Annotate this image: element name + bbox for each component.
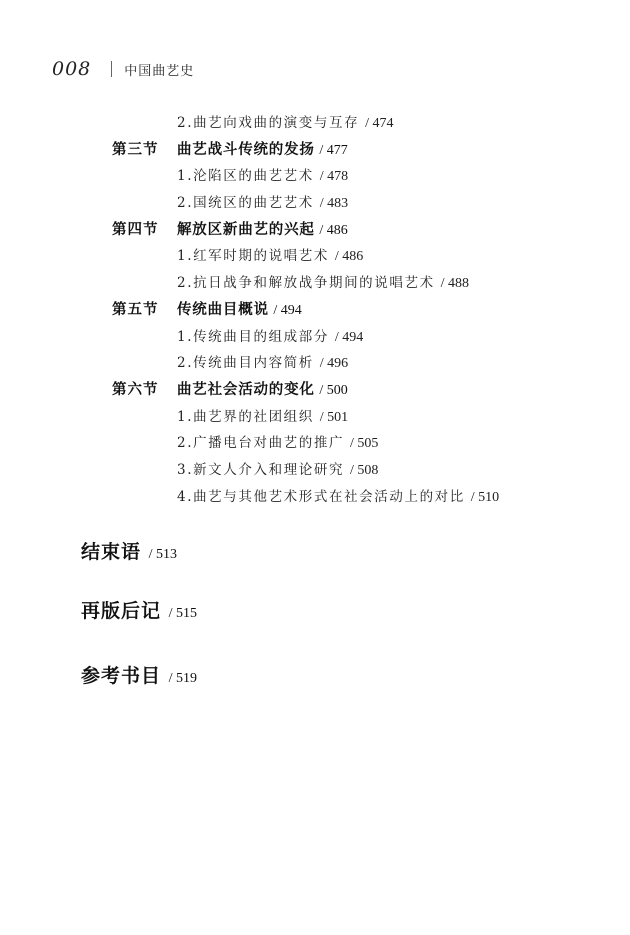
- chapter-page: / 519: [168, 671, 198, 686]
- book-title: 中国曲艺史: [124, 63, 195, 79]
- section-title: 传统曲目概说: [177, 301, 269, 318]
- toc-item[interactable]: [177, 246, 363, 267]
- toc-item-text: 1.红军时期的说唱艺术: [177, 248, 329, 264]
- toc-item-text: 4.曲艺与其他艺术形式在社会活动上的对比: [177, 489, 465, 505]
- page-number: 008: [52, 58, 92, 80]
- toc-item[interactable]: [177, 113, 393, 134]
- header-divider: [111, 61, 112, 77]
- section-heading[interactable]: [177, 220, 348, 241]
- toc-item-page: / 478: [319, 169, 349, 184]
- toc-item-text: 2.传统曲目内容简析: [177, 355, 314, 371]
- toc-chapter[interactable]: [81, 539, 177, 568]
- toc-item-text: 2.曲艺向戏曲的演变与互存: [177, 115, 360, 131]
- toc-item[interactable]: [177, 460, 378, 481]
- toc-item-page: / 483: [319, 196, 349, 211]
- chapter-title: 再版后记: [81, 600, 162, 622]
- chapter-page: / 513: [148, 547, 178, 562]
- section-label: 第五节: [112, 301, 159, 318]
- section-label: 第三节: [112, 141, 159, 158]
- toc-item-page: / 474: [365, 116, 394, 131]
- toc-item-page: / 510: [470, 490, 500, 505]
- toc-item-text: 2.广播电台对曲艺的推广: [177, 435, 345, 451]
- toc-item[interactable]: [177, 433, 378, 454]
- section-heading[interactable]: [177, 300, 302, 321]
- section-label: 第四节: [112, 221, 159, 238]
- section-page: / 486: [319, 223, 348, 238]
- toc-item[interactable]: [177, 407, 348, 428]
- toc-item[interactable]: [177, 166, 348, 187]
- section-label: 第六节: [112, 381, 159, 398]
- chapter-page: / 515: [168, 606, 198, 621]
- chapter-title: 结束语: [81, 541, 142, 563]
- section-page: / 494: [273, 303, 302, 318]
- toc-item-text: 2.抗日战争和解放战争期间的说唱艺术: [177, 275, 435, 291]
- toc-item-page: / 496: [319, 356, 349, 371]
- section-title: 曲艺社会活动的变化: [177, 381, 315, 398]
- section-page: / 500: [319, 383, 348, 398]
- toc-item[interactable]: [177, 273, 469, 294]
- section-page: / 477: [319, 143, 348, 158]
- section-title: 解放区新曲艺的兴起: [177, 221, 315, 238]
- section-heading[interactable]: [177, 380, 348, 401]
- toc-chapter[interactable]: [81, 663, 197, 692]
- toc-item[interactable]: [177, 327, 363, 348]
- chapter-title: 参考书目: [81, 665, 162, 687]
- toc-item-page: / 494: [334, 330, 364, 345]
- toc-item-page: / 501: [319, 410, 349, 425]
- toc-item-text: 1.传统曲目的组成部分: [177, 329, 329, 345]
- toc-item[interactable]: [177, 353, 348, 374]
- toc-item-text: 2.国统区的曲艺艺术: [177, 195, 314, 211]
- toc-item[interactable]: [177, 487, 499, 508]
- toc-item-page: / 505: [350, 436, 379, 451]
- toc-item-page: / 508: [350, 463, 379, 478]
- section-title: 曲艺战斗传统的发扬: [177, 141, 315, 158]
- toc-item[interactable]: [177, 193, 348, 214]
- toc-item-text: 1.曲艺界的社团组织: [177, 409, 314, 425]
- toc-chapter[interactable]: [81, 598, 197, 627]
- running-header: [52, 58, 194, 80]
- toc-item-page: / 486: [334, 249, 364, 264]
- toc-item-text: 3.新文人介入和理论研究: [177, 462, 345, 478]
- toc-item-page: / 488: [440, 276, 469, 291]
- toc-item-text: 1.沦陷区的曲艺艺术: [177, 168, 314, 184]
- section-heading[interactable]: [177, 140, 348, 161]
